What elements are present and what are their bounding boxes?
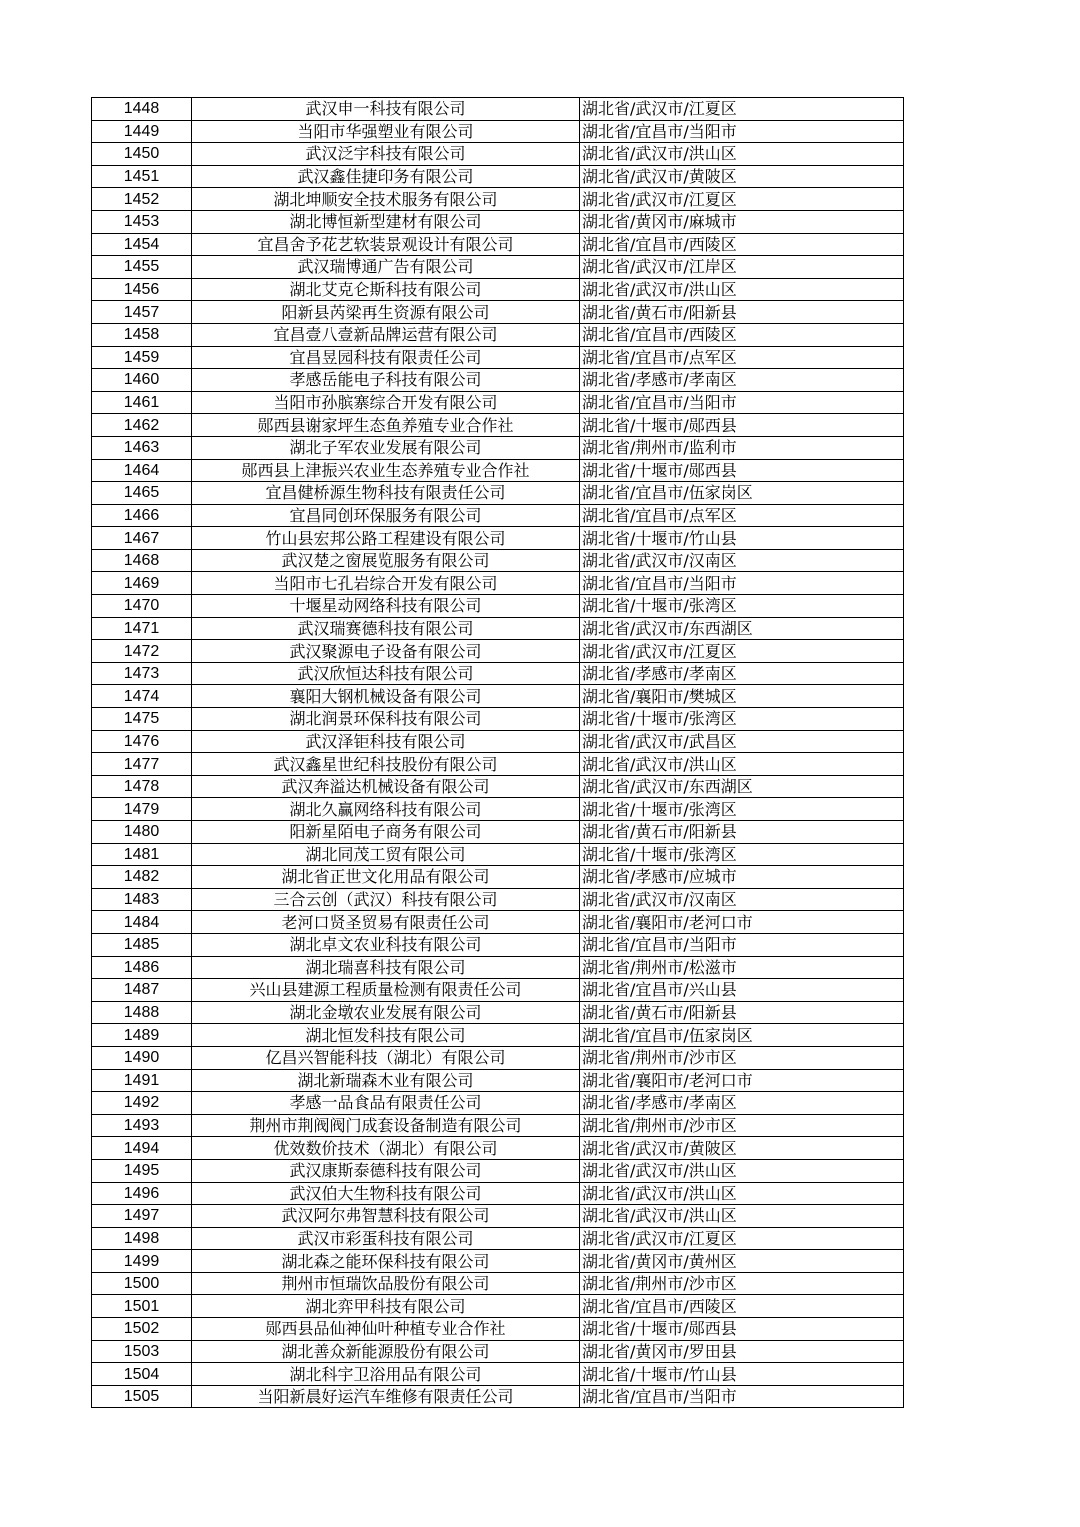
row-number-cell: 1469 — [92, 572, 192, 595]
company-name-cell: 兴山县建源工程质量检测有限责任公司 — [192, 979, 580, 1002]
region-cell: 湖北省/武汉市/洪山区 — [580, 1182, 904, 1205]
table-row — [92, 1001, 904, 1024]
company-name-cell: 武汉欣恒达科技有限公司 — [192, 662, 580, 685]
company-name-cell: 湖北博恒新型建材有限公司 — [192, 210, 580, 233]
region-cell: 湖北省/荆州市/沙市区 — [580, 1046, 904, 1069]
company-name-cell: 武汉伯大生物科技有限公司 — [192, 1182, 580, 1205]
region-cell: 湖北省/武汉市/江岸区 — [580, 256, 904, 279]
row-number-cell: 1486 — [92, 956, 192, 979]
table-row — [92, 482, 904, 505]
region-cell: 湖北省/宜昌市/点军区 — [580, 346, 904, 369]
row-number-cell: 1455 — [92, 256, 192, 279]
row-number-cell: 1489 — [92, 1024, 192, 1047]
region-cell: 湖北省/武汉市/洪山区 — [580, 278, 904, 301]
company-name-cell: 武汉泽钜科技有限公司 — [192, 730, 580, 753]
row-number-cell: 1451 — [92, 165, 192, 188]
table-row — [92, 98, 904, 121]
region-cell: 湖北省/黄石市/阳新县 — [580, 301, 904, 324]
table-row — [92, 798, 904, 821]
company-list-table — [91, 97, 904, 1408]
table-row — [92, 1363, 904, 1386]
row-number-cell: 1457 — [92, 301, 192, 324]
table-row — [92, 662, 904, 685]
row-number-cell: 1480 — [92, 821, 192, 844]
table-row — [92, 369, 904, 392]
company-name-cell: 当阳市七孔岩综合开发有限公司 — [192, 572, 580, 595]
row-number-cell: 1493 — [92, 1114, 192, 1137]
table-row — [92, 1024, 904, 1047]
region-cell: 湖北省/黄冈市/黄州区 — [580, 1250, 904, 1273]
region-cell: 湖北省/十堰市/竹山县 — [580, 527, 904, 550]
region-cell: 湖北省/宜昌市/点军区 — [580, 504, 904, 527]
row-number-cell: 1492 — [92, 1092, 192, 1115]
row-number-cell: 1459 — [92, 346, 192, 369]
row-number-cell: 1465 — [92, 482, 192, 505]
row-number-cell: 1448 — [92, 98, 192, 121]
region-cell: 湖北省/荆州市/沙市区 — [580, 1114, 904, 1137]
table-row — [92, 1159, 904, 1182]
region-cell: 湖北省/十堰市/张湾区 — [580, 798, 904, 821]
region-cell: 湖北省/武汉市/江夏区 — [580, 188, 904, 211]
row-number-cell: 1485 — [92, 933, 192, 956]
row-number-cell: 1498 — [92, 1227, 192, 1250]
table-row — [92, 120, 904, 143]
row-number-cell: 1470 — [92, 595, 192, 618]
region-cell: 湖北省/十堰市/竹山县 — [580, 1363, 904, 1386]
company-name-cell: 武汉申一科技有限公司 — [192, 98, 580, 121]
company-name-cell: 老河口贤圣贸易有限责任公司 — [192, 911, 580, 934]
table-row — [92, 866, 904, 889]
row-number-cell: 1462 — [92, 414, 192, 437]
region-cell: 湖北省/十堰市/郧西县 — [580, 1318, 904, 1341]
row-number-cell: 1456 — [92, 278, 192, 301]
table-row — [92, 956, 904, 979]
company-name-cell: 当阳新晨好运汽车维修有限责任公司 — [192, 1385, 580, 1408]
row-number-cell: 1491 — [92, 1069, 192, 1092]
region-cell: 湖北省/十堰市/张湾区 — [580, 708, 904, 731]
table-row — [92, 821, 904, 844]
company-name-cell: 湖北艾克仑斯科技有限公司 — [192, 278, 580, 301]
table-row — [92, 911, 904, 934]
region-cell: 湖北省/襄阳市/樊城区 — [580, 685, 904, 708]
region-cell: 湖北省/武汉市/江夏区 — [580, 640, 904, 663]
table-row — [92, 1114, 904, 1137]
company-name-cell: 宜昌壹八壹新品牌运营有限公司 — [192, 323, 580, 346]
table-row — [92, 617, 904, 640]
table-row — [92, 278, 904, 301]
row-number-cell: 1452 — [92, 188, 192, 211]
row-number-cell: 1473 — [92, 662, 192, 685]
region-cell: 湖北省/武汉市/洪山区 — [580, 1159, 904, 1182]
table-row — [92, 436, 904, 459]
region-cell: 湖北省/宜昌市/当阳市 — [580, 120, 904, 143]
company-name-cell: 当阳市华强塑业有限公司 — [192, 120, 580, 143]
region-cell: 湖北省/武汉市/黄陂区 — [580, 1137, 904, 1160]
region-cell: 湖北省/十堰市/郧西县 — [580, 414, 904, 437]
company-name-cell: 竹山县宏邦公路工程建设有限公司 — [192, 527, 580, 550]
table-row — [92, 979, 904, 1002]
company-name-cell: 阳新星陌电子商务有限公司 — [192, 821, 580, 844]
table-body — [92, 98, 904, 1408]
region-cell: 湖北省/武汉市/江夏区 — [580, 98, 904, 121]
region-cell: 湖北省/武汉市/汉南区 — [580, 549, 904, 572]
region-cell: 湖北省/黄冈市/麻城市 — [580, 210, 904, 233]
row-number-cell: 1499 — [92, 1250, 192, 1273]
table-row — [92, 549, 904, 572]
company-name-cell: 湖北省正世文化用品有限公司 — [192, 866, 580, 889]
region-cell: 湖北省/黄石市/阳新县 — [580, 821, 904, 844]
region-cell: 湖北省/武汉市/东西湖区 — [580, 617, 904, 640]
company-name-cell: 湖北润景环保科技有限公司 — [192, 708, 580, 731]
table-row — [92, 1092, 904, 1115]
company-name-cell: 郧西县上津振兴农业生态养殖专业合作社 — [192, 459, 580, 482]
row-number-cell: 1490 — [92, 1046, 192, 1069]
table-row — [92, 346, 904, 369]
table-row — [92, 1069, 904, 1092]
table-row — [92, 504, 904, 527]
company-name-cell: 湖北森之能环保科技有限公司 — [192, 1250, 580, 1273]
company-name-cell: 湖北同茂工贸有限公司 — [192, 843, 580, 866]
company-name-cell: 郧西县谢家坪生态鱼养殖专业合作社 — [192, 414, 580, 437]
table-row — [92, 233, 904, 256]
region-cell: 湖北省/荆州市/松滋市 — [580, 956, 904, 979]
company-name-cell: 湖北金墩农业发展有限公司 — [192, 1001, 580, 1024]
region-cell: 湖北省/孝感市/孝南区 — [580, 662, 904, 685]
company-name-cell: 武汉楚之窗展览服务有限公司 — [192, 549, 580, 572]
table-row — [92, 256, 904, 279]
region-cell: 湖北省/宜昌市/西陵区 — [580, 1295, 904, 1318]
region-cell: 湖北省/黄石市/阳新县 — [580, 1001, 904, 1024]
row-number-cell: 1495 — [92, 1159, 192, 1182]
row-number-cell: 1479 — [92, 798, 192, 821]
table-row — [92, 685, 904, 708]
company-name-cell: 武汉瑞赛德科技有限公司 — [192, 617, 580, 640]
region-cell: 湖北省/宜昌市/西陵区 — [580, 323, 904, 346]
table-row — [92, 730, 904, 753]
row-number-cell: 1484 — [92, 911, 192, 934]
table-row — [92, 1137, 904, 1160]
company-name-cell: 宜昌同创环保服务有限公司 — [192, 504, 580, 527]
table-row — [92, 1046, 904, 1069]
company-name-cell: 郧西县品仙神仙叶种植专业合作社 — [192, 1318, 580, 1341]
table-row — [92, 188, 904, 211]
table-row — [92, 888, 904, 911]
row-number-cell: 1487 — [92, 979, 192, 1002]
company-name-cell: 武汉泛宇科技有限公司 — [192, 143, 580, 166]
table-row — [92, 527, 904, 550]
table-row — [92, 323, 904, 346]
row-number-cell: 1494 — [92, 1137, 192, 1160]
company-name-cell: 湖北新瑞森木业有限公司 — [192, 1069, 580, 1092]
table-row — [92, 1385, 904, 1408]
table-row — [92, 708, 904, 731]
region-cell: 湖北省/宜昌市/当阳市 — [580, 1385, 904, 1408]
row-number-cell: 1502 — [92, 1318, 192, 1341]
row-number-cell: 1482 — [92, 866, 192, 889]
table-row — [92, 391, 904, 414]
table-row — [92, 1182, 904, 1205]
region-cell: 湖北省/十堰市/张湾区 — [580, 843, 904, 866]
region-cell: 湖北省/孝感市/应城市 — [580, 866, 904, 889]
table-row — [92, 414, 904, 437]
table-row — [92, 459, 904, 482]
company-name-cell: 武汉聚源电子设备有限公司 — [192, 640, 580, 663]
region-cell: 湖北省/宜昌市/当阳市 — [580, 391, 904, 414]
region-cell: 湖北省/黄冈市/罗田县 — [580, 1340, 904, 1363]
company-name-cell: 阳新县芮梁再生资源有限公司 — [192, 301, 580, 324]
company-name-cell: 湖北弈甲科技有限公司 — [192, 1295, 580, 1318]
row-number-cell: 1483 — [92, 888, 192, 911]
table-row — [92, 572, 904, 595]
company-name-cell: 武汉康斯泰德科技有限公司 — [192, 1159, 580, 1182]
region-cell: 湖北省/武汉市/汉南区 — [580, 888, 904, 911]
row-number-cell: 1471 — [92, 617, 192, 640]
company-name-cell: 武汉鑫星世纪科技股份有限公司 — [192, 753, 580, 776]
company-name-cell: 优效数价技术（湖北）有限公司 — [192, 1137, 580, 1160]
company-name-cell: 荆州市荆阀阀门成套设备制造有限公司 — [192, 1114, 580, 1137]
table-row — [92, 775, 904, 798]
row-number-cell: 1458 — [92, 323, 192, 346]
company-name-cell: 湖北科宇卫浴用品有限公司 — [192, 1363, 580, 1386]
row-number-cell: 1453 — [92, 210, 192, 233]
row-number-cell: 1504 — [92, 1363, 192, 1386]
row-number-cell: 1501 — [92, 1295, 192, 1318]
company-name-cell: 三合云创（武汉）科技有限公司 — [192, 888, 580, 911]
region-cell: 湖北省/武汉市/洪山区 — [580, 1205, 904, 1228]
company-name-cell: 湖北坤顺安全技术服务有限公司 — [192, 188, 580, 211]
region-cell: 湖北省/宜昌市/当阳市 — [580, 933, 904, 956]
row-number-cell: 1477 — [92, 753, 192, 776]
row-number-cell: 1481 — [92, 843, 192, 866]
company-name-cell: 湖北善众新能源股份有限公司 — [192, 1340, 580, 1363]
table-row — [92, 843, 904, 866]
company-name-cell: 宜昌健桥源生物科技有限责任公司 — [192, 482, 580, 505]
row-number-cell: 1460 — [92, 369, 192, 392]
row-number-cell: 1467 — [92, 527, 192, 550]
region-cell: 湖北省/武汉市/东西湖区 — [580, 775, 904, 798]
region-cell: 湖北省/襄阳市/老河口市 — [580, 1069, 904, 1092]
company-name-cell: 武汉瑞博通广告有限公司 — [192, 256, 580, 279]
row-number-cell: 1497 — [92, 1205, 192, 1228]
region-cell: 湖北省/荆州市/沙市区 — [580, 1272, 904, 1295]
region-cell: 湖北省/武汉市/江夏区 — [580, 1227, 904, 1250]
company-name-cell: 湖北瑞喜科技有限公司 — [192, 956, 580, 979]
company-name-cell: 武汉阿尔弗智慧科技有限公司 — [192, 1205, 580, 1228]
table-row — [92, 301, 904, 324]
row-number-cell: 1475 — [92, 708, 192, 731]
row-number-cell: 1500 — [92, 1272, 192, 1295]
company-name-cell: 武汉奔溢达机械设备有限公司 — [192, 775, 580, 798]
table-row — [92, 595, 904, 618]
row-number-cell: 1496 — [92, 1182, 192, 1205]
company-name-cell: 荆州市恒瑞饮品股份有限公司 — [192, 1272, 580, 1295]
company-name-cell: 湖北子军农业发展有限公司 — [192, 436, 580, 459]
row-number-cell: 1503 — [92, 1340, 192, 1363]
row-number-cell: 1461 — [92, 391, 192, 414]
row-number-cell: 1454 — [92, 233, 192, 256]
table-row — [92, 1205, 904, 1228]
row-number-cell: 1476 — [92, 730, 192, 753]
row-number-cell: 1474 — [92, 685, 192, 708]
region-cell: 湖北省/武汉市/洪山区 — [580, 753, 904, 776]
company-name-cell: 孝感岳能电子科技有限公司 — [192, 369, 580, 392]
company-name-cell: 武汉市彩蛋科技有限公司 — [192, 1227, 580, 1250]
table-row — [92, 933, 904, 956]
region-cell: 湖北省/宜昌市/伍家岗区 — [580, 482, 904, 505]
region-cell: 湖北省/宜昌市/兴山县 — [580, 979, 904, 1002]
company-name-cell: 襄阳大钢机械设备有限公司 — [192, 685, 580, 708]
company-name-cell: 当阳市孙膑寨综合开发有限公司 — [192, 391, 580, 414]
region-cell: 湖北省/襄阳市/老河口市 — [580, 911, 904, 934]
row-number-cell: 1466 — [92, 504, 192, 527]
company-name-cell: 湖北卓文农业科技有限公司 — [192, 933, 580, 956]
region-cell: 湖北省/武汉市/武昌区 — [580, 730, 904, 753]
company-name-cell: 宜昌舍予花艺软装景观设计有限公司 — [192, 233, 580, 256]
table-row — [92, 1250, 904, 1273]
company-name-cell: 十堰星动网络科技有限公司 — [192, 595, 580, 618]
company-name-cell: 孝感一品食品有限责任公司 — [192, 1092, 580, 1115]
table-row — [92, 1295, 904, 1318]
table-row — [92, 753, 904, 776]
region-cell: 湖北省/宜昌市/当阳市 — [580, 572, 904, 595]
table-row — [92, 1318, 904, 1341]
company-name-cell: 宜昌昱园科技有限责任公司 — [192, 346, 580, 369]
table-row — [92, 1340, 904, 1363]
table-row — [92, 210, 904, 233]
row-number-cell: 1472 — [92, 640, 192, 663]
region-cell: 湖北省/孝感市/孝南区 — [580, 1092, 904, 1115]
table-row — [92, 1227, 904, 1250]
row-number-cell: 1464 — [92, 459, 192, 482]
company-name-cell: 武汉鑫佳捷印务有限公司 — [192, 165, 580, 188]
row-number-cell: 1478 — [92, 775, 192, 798]
region-cell: 湖北省/荆州市/监利市 — [580, 436, 904, 459]
company-name-cell: 湖北恒发科技有限公司 — [192, 1024, 580, 1047]
region-cell: 湖北省/宜昌市/西陵区 — [580, 233, 904, 256]
row-number-cell: 1505 — [92, 1385, 192, 1408]
region-cell: 湖北省/武汉市/黄陂区 — [580, 165, 904, 188]
region-cell: 湖北省/孝感市/孝南区 — [580, 369, 904, 392]
row-number-cell: 1488 — [92, 1001, 192, 1024]
row-number-cell: 1468 — [92, 549, 192, 572]
region-cell: 湖北省/宜昌市/伍家岗区 — [580, 1024, 904, 1047]
region-cell: 湖北省/十堰市/张湾区 — [580, 595, 904, 618]
region-cell: 湖北省/武汉市/洪山区 — [580, 143, 904, 166]
row-number-cell: 1449 — [92, 120, 192, 143]
company-name-cell: 亿昌兴智能科技（湖北）有限公司 — [192, 1046, 580, 1069]
row-number-cell: 1450 — [92, 143, 192, 166]
company-name-cell: 湖北久赢网络科技有限公司 — [192, 798, 580, 821]
table-row — [92, 1272, 904, 1295]
row-number-cell: 1463 — [92, 436, 192, 459]
region-cell: 湖北省/十堰市/郧西县 — [580, 459, 904, 482]
table-row — [92, 165, 904, 188]
table-row — [92, 143, 904, 166]
table-row — [92, 640, 904, 663]
